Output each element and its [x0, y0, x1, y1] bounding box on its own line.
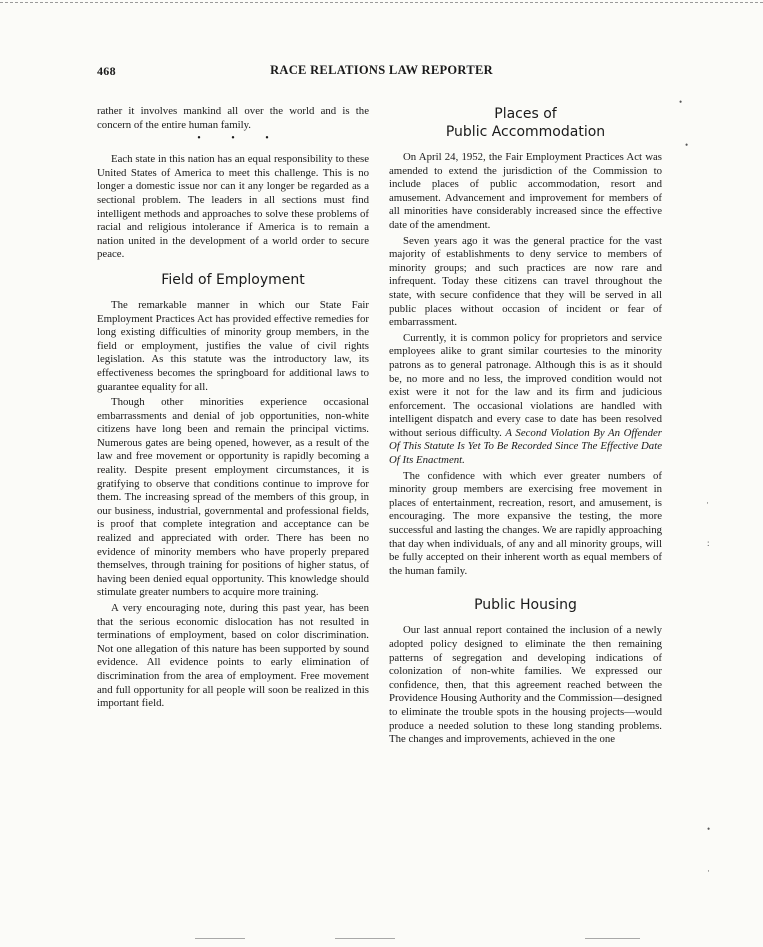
running-title: RACE RELATIONS LAW REPORTER	[270, 63, 493, 77]
paragraph-fair-employment-act: The remarkable manner in which our State Fair Employment Practices Act has provided effective remedies for long existing difficulties of minority group members, in the field or employment, justifies the value of civil rights legislation. As this statute was the introductory law, its effectiveness becomes the springboard for additional laws to guarantee equality for all.	[97, 298, 369, 393]
scan-speck: ·	[707, 866, 710, 876]
paragraph-currently	[389, 332, 662, 468]
heading-places-of-public-accommodation	[389, 105, 662, 141]
heading-public-housing: Public Housing	[474, 597, 577, 614]
right-column	[389, 105, 662, 747]
left-column	[97, 105, 369, 711]
scan-speck: •	[679, 97, 683, 107]
heading-line-1: Places of	[494, 106, 557, 122]
paragraph-encouraging-note: A very encouraging note, during this past year, has been that the serious economic dislocation has not resulted in terminations of employment, based on color discrimination. Not one allegation of this nature has been supported by sound evidence. All evidence points to early elimination of discrimination from the area of employment. Free movement and full opportunity for all people will soon be realized in this important field.	[97, 602, 369, 710]
bottom-scan-mark	[195, 938, 245, 939]
section-separator: • • •	[197, 133, 283, 145]
scan-speck: •	[685, 140, 689, 150]
currently-text: Currently, it is common policy for proprietors and service employees alike to grant similar courtesies to the minority patrons as to general patronage. Although this is as it should be, no more and no less, the improved condition would not exist were it not for the law and its firm and judicious enforcement. The occasional violations are handled with intelligent dispatch and every case to date has been resolved without serious difficulty.	[389, 331, 662, 439]
intro-paragraph: rather it involves mankind all over the world and is the concern of the entire human family.	[97, 105, 369, 131]
paragraph-annual-report: Our last annual report contained the inclusion of a newly adopted policy designed to eliminate the then remaining patterns of segregation and developing indications of colonization of non-white families. We expressed our confidence, then, that this agreement reached between the Providence Housing Authority and the Commission—designed to eliminate the trouble spots in the housing projects—would produce a needed solution to these long standing problems. The changes and improvements, achieved in the one	[389, 624, 662, 746]
heading-field-of-employment: Field of Employment	[161, 271, 305, 288]
paragraph-state-responsibility: Each state in this nation has an equal responsibility to these United States of America to meet this challenge. This is no longer a domestic issue nor can it any longer be regarded as a sectional problem. The leaders in all sections must find intelligent methods and approaches to solve these problems of racial and religious intolerance if America is to remain a nation united in the development of a world order to secure peace.	[97, 153, 369, 261]
bottom-scan-mark	[335, 938, 395, 939]
scan-speck: :	[707, 538, 710, 548]
paragraph-april-1952: On April 24, 1952, the Fair Employment Practices Act was amended to extend the jurisdiction of the Commission to include places of public accommodation, resort and amusement. Advancement and improvement for members of all minorities have considerably increased since the effective date of the amendment.	[389, 151, 662, 231]
scan-speck: ·	[706, 498, 709, 508]
paragraph-other-minorities: Though other minorities experience occasional embarrassments and denial of job opportunities, non-white citizens have long been and remain the principal victims. Numerous gates are being opened, however, as a result of the law and free movement or opportunity is rapidly becoming a reality. Despite present employment circumstances, it is gratifying to observe that conditions continue to improve for them. The increasing spread of the members of this group, in our business, industrial, governmental and professional fields, is proof that complete integration and acceptance can be realized and appreciated with order. There has been no evidence of minority members who have properly prepared themselves, through training for positions of higher status, of having been denied equal opportunity. This knowledge should stimulate greater numbers to acquire more training.	[97, 396, 369, 599]
heading-line-2: Public Accommodation	[445, 124, 606, 140]
scan-speck: •	[707, 824, 711, 834]
bottom-scan-mark	[585, 938, 640, 939]
page-number: 468	[97, 64, 116, 78]
currently-italic-text: A Second Violation By An Offender Of This Statute Is Yet To Be Recorded Since The Effective Date Of Its Enactment.	[389, 426, 663, 467]
top-edge-rule	[0, 2, 763, 3]
paragraph-confidence: The confidence with which ever greater numbers of minority group members are exercising free movement in places of entertainment, recreation, resort, and amusement, is encouraging. The more expansive the testing, the more successful and lasting the changes. We are rapidly approaching that day when individuals, of any and all minority groups, will be fully accepted on their inherent worth as equal members of the human family.	[389, 469, 662, 577]
paragraph-seven-years-ago: Seven years ago it was the general practice for the vast majority of establishments to deny service to members of minority groups; and such practices are now rare and infrequent. Today these citizens can travel throughout the state, with secure confidence that they will be served in all public places without occasion of incident or fear of embarrassment.	[389, 234, 662, 329]
